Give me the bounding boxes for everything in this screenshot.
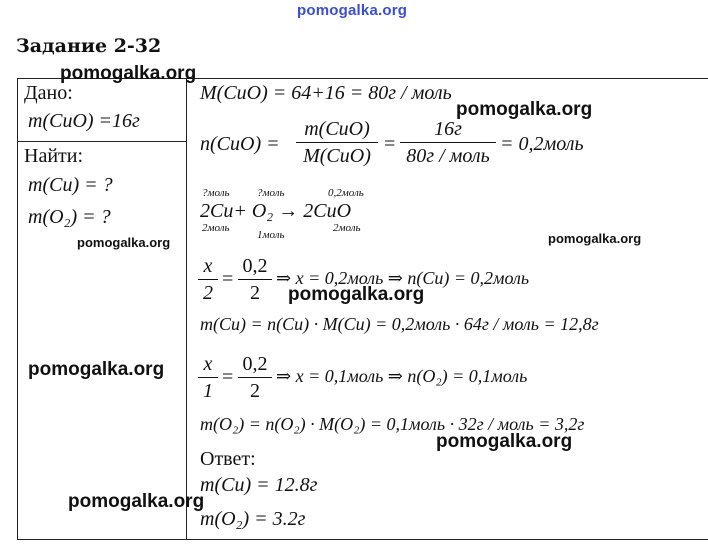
reaction-top-cu: ?моль [202, 187, 230, 199]
fraction-bar [238, 377, 272, 378]
given-find-divider [17, 141, 187, 142]
proportion-1-result: ⇒ x = 0,2моль ⇒ n(Cu) = 0,2моль [276, 268, 530, 288]
proportion-2-fraction-1 [198, 352, 218, 403]
task-title: Задание 2-32 [16, 35, 162, 57]
equals-sign: = [222, 366, 234, 388]
proportion-1-fraction-1 [198, 254, 218, 305]
fraction-numerator: m(CuO) [304, 118, 370, 140]
given-mass-cuo: m(CuO) =16г [28, 110, 140, 132]
equals-sign: = [384, 133, 396, 155]
fraction-denominator: 2 [250, 282, 260, 304]
mass-o2-calculation: m(O₂) = n(O₂) · M(O₂) = 0,1моль · 32г / моль = 3,2г [200, 414, 585, 434]
reaction-bottom-cuo: 2моль [333, 222, 361, 234]
watermark: pomogalka.org [28, 359, 165, 380]
fraction-bar [400, 142, 496, 143]
given-label: Дано: [24, 82, 73, 104]
mass-cu-calculation: m(Cu) = n(Cu) · M(Cu) = 0,2моль · 64г / моль = 12,8г [200, 314, 599, 334]
fraction-numerator: x [203, 255, 213, 277]
fraction-bar [198, 279, 218, 280]
proportion-1-fraction-2 [238, 254, 272, 305]
reaction-bottom-o2: 1моль [257, 229, 285, 241]
proportion-2-result: ⇒ x = 0,1моль ⇒ n(O₂) = 0,1моль [276, 366, 528, 386]
answer-mass-cu: m(Cu) = 12.8г [200, 474, 318, 496]
site-header-link[interactable]: pomogalka.org [297, 2, 408, 19]
fraction-denominator: 80г / моль [406, 145, 490, 167]
reaction-top-cuo: 0,2моль [328, 187, 364, 199]
find-mass-cu: m(Cu) = ? [28, 174, 113, 196]
reaction-top-o2: ?моль [257, 187, 285, 199]
proportion-2-fraction-2 [238, 352, 272, 403]
reaction-equation: 2Cu+ O₂ → 2CuO [200, 200, 352, 222]
fraction-bar [238, 279, 272, 280]
fraction-bar [198, 377, 218, 378]
watermark: pomogalka.org [456, 99, 593, 120]
watermark: pomogalka.org [60, 63, 197, 84]
fraction-numerator: 0,2 [242, 353, 268, 375]
answer-label: Ответ: [200, 448, 256, 470]
watermark: pomogalka.org [77, 235, 171, 250]
equals-sign: = [222, 268, 234, 290]
amount-cuo-lhs: n(CuO) = [200, 133, 280, 155]
amount-cuo-fraction-1 [296, 117, 378, 168]
fraction-denominator: M(CuO) [303, 145, 371, 167]
reaction-bottom-cu: 2моль [202, 222, 230, 234]
molar-mass-cuo: M(CuO) = 64+16 = 80г / моль [200, 82, 452, 104]
fraction-denominator: 2 [203, 282, 213, 304]
fraction-bar [296, 142, 378, 143]
find-mass-o2: m(O₂) = ? [28, 206, 111, 228]
fraction-denominator: 2 [250, 380, 260, 402]
watermark: pomogalka.org [68, 491, 205, 512]
fraction-numerator: 16г [434, 118, 462, 140]
find-label: Найти: [24, 145, 84, 167]
fraction-numerator: 0,2 [242, 255, 268, 277]
watermark: pomogalka.org [288, 284, 425, 305]
watermark: pomogalka.org [436, 431, 573, 452]
amount-cuo-result: = 0,2моль [500, 133, 584, 155]
answer-mass-o2: m(O₂) = 3.2г [200, 508, 306, 530]
watermark: pomogalka.org [548, 231, 642, 246]
fraction-denominator: 1 [203, 380, 213, 402]
fraction-numerator: x [203, 353, 213, 375]
table-column-divider [186, 78, 187, 539]
amount-cuo-fraction-2 [400, 117, 496, 168]
